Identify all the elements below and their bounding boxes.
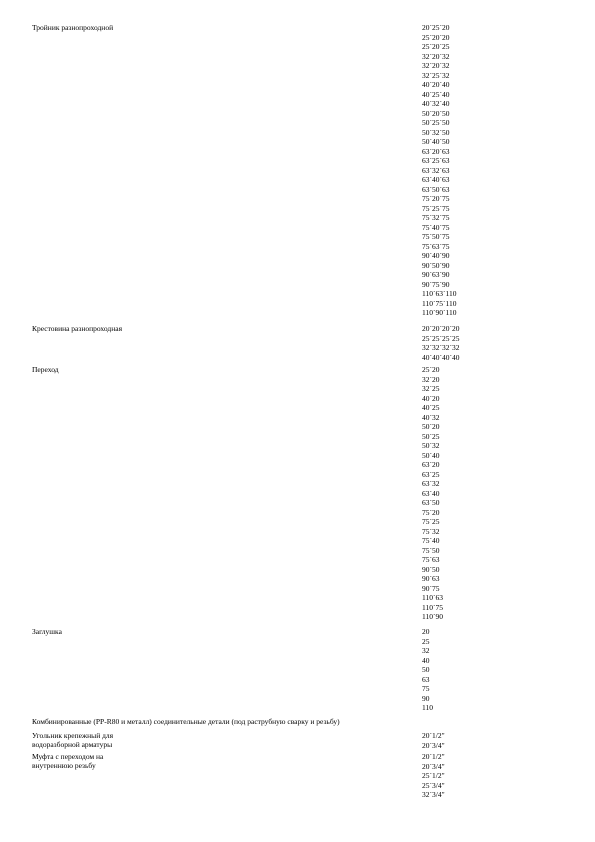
size-value: 32´25 bbox=[422, 384, 440, 393]
size-value: 32 bbox=[422, 646, 430, 655]
size-value: 25´20´25 bbox=[422, 42, 450, 51]
size-value: 75´20 bbox=[422, 507, 440, 517]
size-value: 50´20 bbox=[422, 422, 440, 431]
size-value: 75´40´75 bbox=[422, 222, 450, 232]
size-value: 40´32´40 bbox=[422, 99, 450, 108]
size-list bbox=[422, 324, 460, 362]
size-value: 25´1/2" bbox=[422, 771, 445, 780]
size-list bbox=[422, 731, 445, 750]
size-value: 90´75 bbox=[422, 583, 440, 593]
size-value: 50´40 bbox=[422, 450, 440, 460]
size-value: 20´3/4" bbox=[422, 740, 445, 750]
size-value: 90´40´90 bbox=[422, 251, 450, 260]
size-value: 40´25´40 bbox=[422, 89, 450, 99]
size-value: 25´20 bbox=[422, 365, 440, 374]
size-value: 40´32 bbox=[422, 412, 440, 422]
size-value: 90´50´90 bbox=[422, 260, 450, 270]
size-list bbox=[422, 23, 456, 318]
size-value: 75´63 bbox=[422, 555, 440, 564]
size-value: 50´25´50 bbox=[422, 118, 450, 127]
size-value: 50´32 bbox=[422, 441, 440, 450]
size-value: 63´20 bbox=[422, 460, 440, 469]
size-value: 110´75 bbox=[422, 602, 443, 612]
size-value: 75´50´75 bbox=[422, 232, 450, 241]
size-value: 20 bbox=[422, 627, 430, 636]
size-value: 20´3/4" bbox=[422, 761, 445, 771]
size-value: 75 bbox=[422, 684, 430, 693]
size-value: 110´63´110 bbox=[422, 289, 457, 298]
size-value: 110´75´110 bbox=[422, 298, 457, 308]
size-value: 40´20´40 bbox=[422, 80, 450, 89]
size-value: 25 bbox=[422, 636, 430, 646]
size-value: 63´32´63 bbox=[422, 165, 450, 175]
size-value: 25´20´20 bbox=[422, 32, 450, 42]
item-name: Угольник крепежный для водоразборной арматуры bbox=[32, 731, 114, 749]
size-value: 63´40 bbox=[422, 488, 440, 498]
size-value: 75´40 bbox=[422, 536, 440, 545]
size-list bbox=[422, 752, 445, 800]
size-value: 90´75´90 bbox=[422, 279, 450, 289]
size-value: 110 bbox=[422, 703, 433, 712]
size-value: 75´20´75 bbox=[422, 194, 450, 203]
size-value: 32´32´32´32 bbox=[422, 343, 460, 352]
size-value: 63´25 bbox=[422, 469, 440, 479]
size-value: 50´25 bbox=[422, 431, 440, 441]
size-value: 110´63 bbox=[422, 593, 443, 602]
item-name: Крестовина разнопроходная bbox=[32, 324, 123, 333]
size-value: 20´1/2" bbox=[422, 731, 445, 740]
size-value: 110´90´110 bbox=[422, 308, 457, 317]
size-value: 40´40´40´40 bbox=[422, 352, 460, 362]
size-value: 90 bbox=[422, 693, 430, 703]
size-value: 50´32´50 bbox=[422, 127, 450, 137]
size-value: 75´50 bbox=[422, 545, 440, 555]
size-value: 32´20´32 bbox=[422, 61, 450, 70]
size-value: 63 bbox=[422, 674, 430, 684]
size-value: 32´3/4" bbox=[422, 790, 445, 799]
size-list bbox=[422, 627, 433, 713]
size-value: 75´25 bbox=[422, 517, 440, 526]
size-value: 32´20´32 bbox=[422, 51, 450, 61]
size-value: 20´1/2" bbox=[422, 752, 445, 761]
size-value: 63´50´63 bbox=[422, 184, 450, 194]
size-value: 40´25 bbox=[422, 403, 440, 412]
size-value: 63´40´63 bbox=[422, 175, 450, 184]
size-value: 20´25´20 bbox=[422, 23, 450, 32]
combined-section-heading: Комбинированные (PP-R80 и металл) соединительные детали (под раструбную сварку и резьбу) bbox=[32, 717, 340, 726]
size-value: 50´20´50 bbox=[422, 108, 450, 118]
size-value: 63´32 bbox=[422, 479, 440, 488]
size-value: 50´40´50 bbox=[422, 137, 450, 146]
size-value: 75´32 bbox=[422, 526, 440, 536]
item-name: Муфта с переходом на внутреннюю резьбу bbox=[32, 752, 104, 770]
size-value: 40 bbox=[422, 655, 430, 665]
item-name: Заглушка bbox=[32, 627, 62, 636]
size-value: 32´20 bbox=[422, 374, 440, 384]
size-value: 90´50 bbox=[422, 564, 440, 574]
size-value: 63´25´63 bbox=[422, 156, 450, 165]
size-list bbox=[422, 365, 443, 622]
size-value: 75´63´75 bbox=[422, 241, 450, 251]
size-value: 40´20 bbox=[422, 393, 440, 403]
size-value: 110´90 bbox=[422, 612, 443, 621]
size-value: 75´25´75 bbox=[422, 203, 450, 213]
size-value: 90´63 bbox=[422, 574, 440, 583]
size-value: 32´25´32 bbox=[422, 70, 450, 80]
size-value: 50 bbox=[422, 665, 430, 674]
size-value: 63´50 bbox=[422, 498, 440, 507]
size-value: 90´63´90 bbox=[422, 270, 450, 279]
size-value: 20´20´20´20 bbox=[422, 324, 460, 333]
size-value: 25´25´25´25 bbox=[422, 333, 460, 343]
size-value: 25´3/4" bbox=[422, 780, 445, 790]
item-name: Переход bbox=[32, 365, 59, 374]
item-name: Тройник разнопроходной bbox=[32, 23, 114, 32]
size-value: 63´20´63 bbox=[422, 146, 450, 156]
size-value: 75´32´75 bbox=[422, 213, 450, 222]
